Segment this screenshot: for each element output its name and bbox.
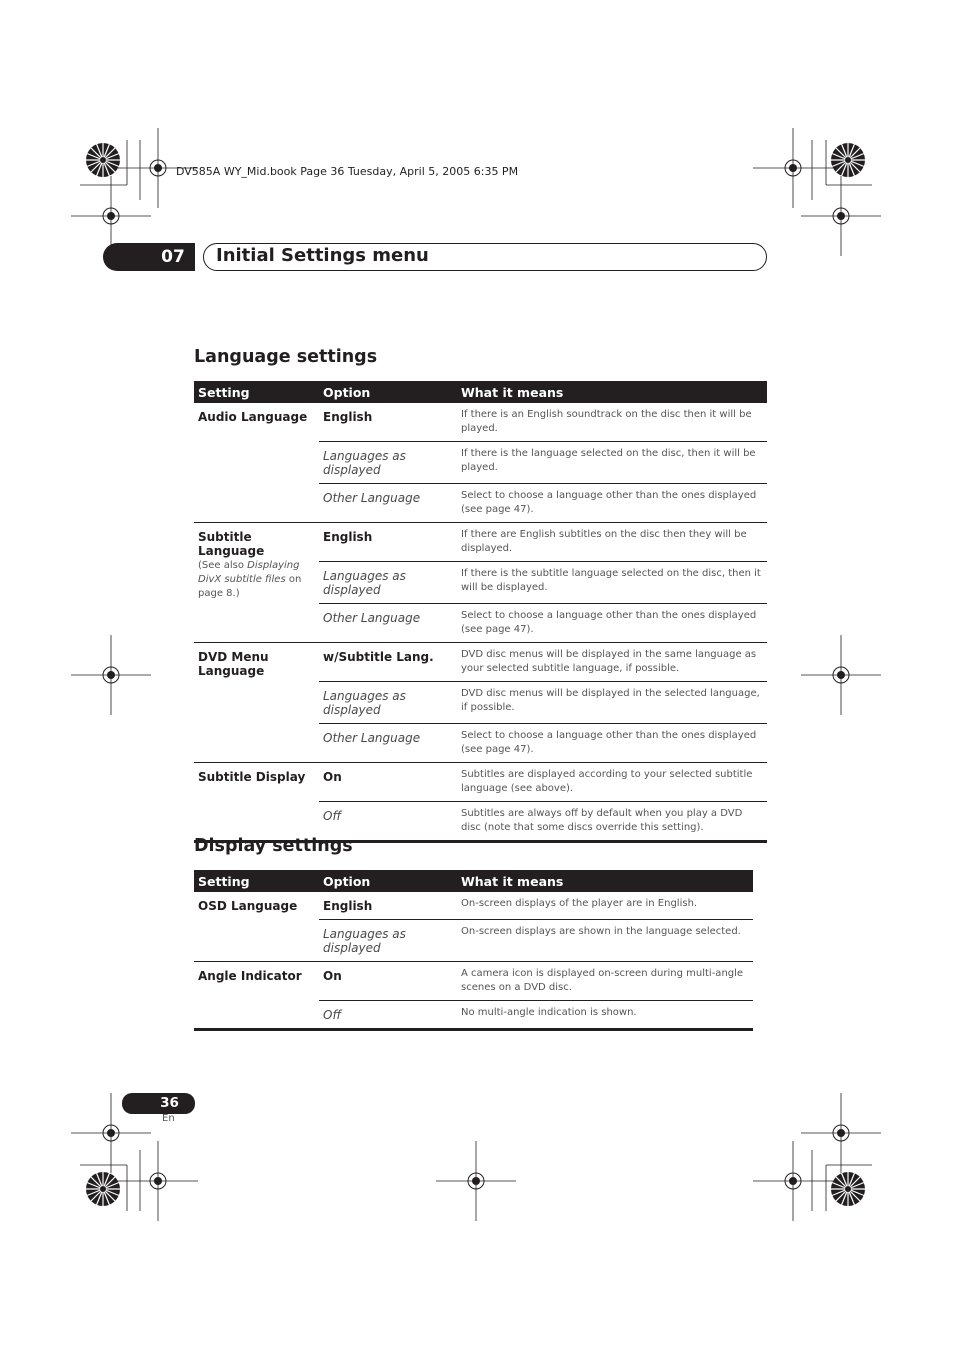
option-description: If there is the subtitle language selected on the disc, then it will be displayed. [457, 562, 767, 604]
option-value: Other Language [319, 724, 457, 763]
option-description: Subtitles are always off by default when you play a DVD disc (note that some discs override this setting). [457, 802, 767, 842]
table-row [194, 403, 767, 442]
option-value: Off [319, 1001, 457, 1030]
column-header: Option [319, 870, 457, 892]
option-description: Subtitles are displayed according to your selected subtitle language (see above). [457, 763, 767, 802]
option-description: On-screen displays are shown in the language selected. [457, 920, 753, 962]
language-settings-table [194, 381, 767, 843]
chapter-number: 07 [103, 243, 195, 271]
column-header: Setting [194, 381, 319, 403]
option-value: Languages as displayed [319, 682, 457, 724]
option-description: No multi-angle indication is shown. [457, 1001, 753, 1030]
option-value: w/Subtitle Lang. [319, 643, 457, 682]
display-settings-table [194, 870, 753, 1031]
option-description: If there is the language selected on the disc, then it will be played. [457, 442, 767, 484]
book-info: DV585A WY_Mid.book Page 36 Tuesday, April 5, 2005 6:35 PM [176, 165, 519, 178]
setting-name: Subtitle Display [194, 763, 319, 842]
language-settings-title: Language settings [194, 347, 378, 367]
option-value: English [323, 899, 373, 913]
option-description: DVD disc menus will be displayed in the selected language, if possible. [457, 682, 767, 724]
setting-name: Subtitle Language [198, 530, 265, 558]
column-header: Setting [194, 870, 319, 892]
column-header: Option [319, 381, 457, 403]
option-value: Languages as displayed [319, 562, 457, 604]
option-value: Other Language [319, 604, 457, 643]
page-number: 36 [122, 1093, 195, 1114]
option-value: On [319, 763, 457, 802]
option-description: If there is an English soundtrack on the disc then it will be played. [461, 409, 752, 434]
option-description: If there are English subtitles on the disc then they will be displayed. [457, 523, 767, 562]
display-settings-title: Display settings [194, 836, 353, 856]
table-header [194, 381, 767, 403]
table-row [194, 523, 767, 562]
setting-note: (See also Displaying DivX subtitle files on page 8.) [198, 560, 302, 599]
option-value: Languages as displayed [319, 442, 457, 484]
option-value: Languages as displayed [319, 920, 457, 962]
setting-name: Audio Language [198, 410, 308, 424]
option-description: Select to choose a language other than the ones displayed (see page 47). [457, 484, 767, 523]
setting-name: DVD Menu Language [194, 643, 319, 763]
option-value: On [319, 962, 457, 1001]
option-value: English [319, 523, 457, 562]
option-description: Select to choose a language other than the ones displayed (see page 47). [457, 724, 767, 763]
table-header [194, 870, 753, 892]
option-description: Select to choose a language other than the ones displayed (see page 47). [457, 604, 767, 643]
column-header: What it means [457, 870, 753, 892]
option-value: Off [319, 802, 457, 842]
setting-name: Angle Indicator [194, 962, 319, 1030]
setting-name: OSD Language [198, 899, 298, 913]
option-value: Other Language [319, 484, 457, 523]
table-row [194, 763, 767, 802]
setting-cell [194, 523, 319, 643]
page-language: En [162, 1113, 175, 1124]
table-row [194, 892, 753, 920]
option-description: A camera icon is displayed on-screen during multi-angle scenes on a DVD disc. [457, 962, 753, 1001]
table-row [194, 643, 767, 682]
option-value: English [323, 410, 373, 424]
table-row [194, 962, 753, 1001]
column-header: What it means [457, 381, 767, 403]
chapter-title: Initial Settings menu [216, 245, 429, 266]
option-description: DVD disc menus will be displayed in the same language as your selected subtitle language, if possible. [457, 643, 767, 682]
option-description: On-screen displays of the player are in English. [461, 898, 698, 909]
